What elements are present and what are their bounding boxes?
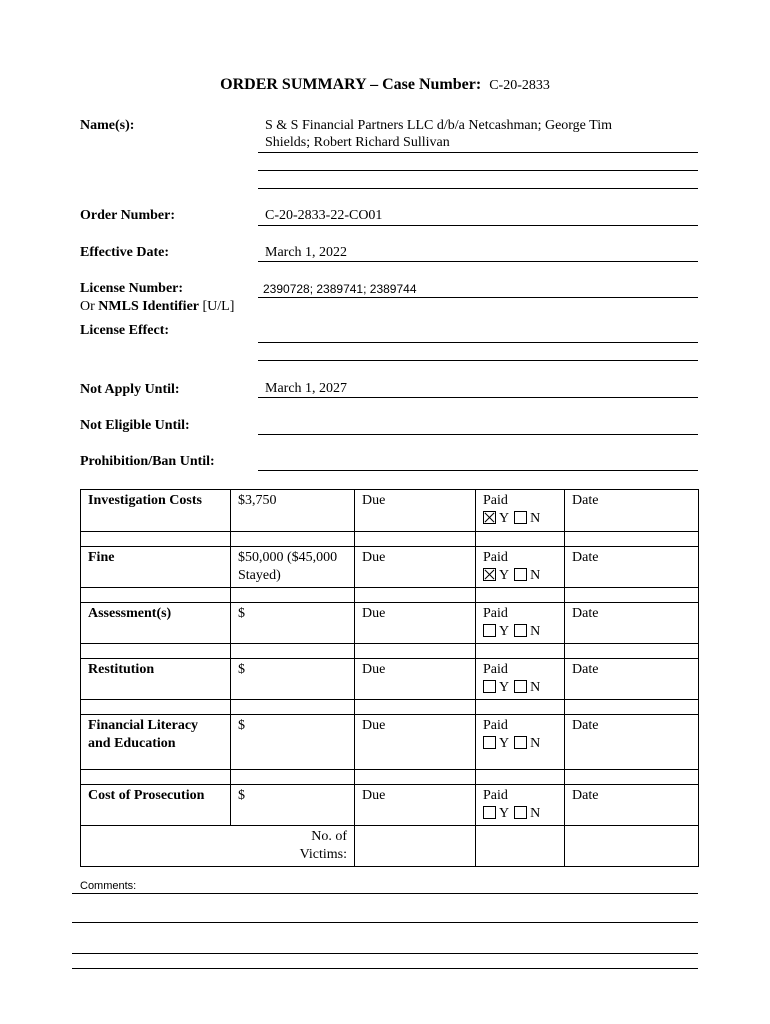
paid-label: Paid — [483, 718, 508, 733]
paid-no-label: N — [530, 736, 541, 751]
paid-yes-label: Y — [499, 511, 509, 526]
spacer-cell — [231, 700, 355, 715]
spacer-cell — [565, 588, 699, 603]
paid-no-label: N — [530, 624, 541, 639]
license-effect-line-1[interactable] — [258, 342, 698, 343]
fee-name: Financial Literacy and Education — [81, 715, 231, 770]
not-eligible-until-line[interactable] — [258, 434, 698, 435]
table-row — [81, 490, 699, 532]
fee-name: Investigation Costs — [81, 490, 231, 532]
spacer-cell — [565, 532, 699, 547]
fee-amount[interactable]: $50,000 ($45,000 Stayed) — [231, 547, 355, 588]
fee-amount[interactable]: $ — [231, 659, 355, 700]
paid-yes-checkbox[interactable] — [483, 511, 496, 524]
fee-paid — [476, 603, 565, 644]
paid-options — [483, 567, 557, 585]
fee-date: Date — [565, 715, 699, 770]
fee-amount[interactable]: $3,750 — [231, 490, 355, 532]
paid-no-checkbox[interactable] — [514, 806, 527, 819]
paid-no-label: N — [530, 680, 541, 695]
license-effect-line-2[interactable] — [258, 360, 698, 361]
fee-paid — [476, 659, 565, 700]
paid-yes-checkbox[interactable] — [483, 806, 496, 819]
paid-no-checkbox[interactable] — [514, 680, 527, 693]
not-apply-until-value: March 1, 2027 — [265, 381, 348, 396]
spacer-cell — [476, 588, 565, 603]
spacer-cell — [231, 588, 355, 603]
effective-date-value: March 1, 2022 — [265, 245, 348, 260]
title-label: ORDER SUMMARY – Case Number: — [220, 76, 482, 93]
license-number-value: 2390728; 2389741; 2389744 — [263, 282, 417, 296]
paid-yes-checkbox[interactable] — [483, 624, 496, 637]
spacer-cell — [231, 532, 355, 547]
paid-options — [483, 679, 557, 697]
names-line-1[interactable] — [258, 152, 698, 153]
fee-due: Due — [355, 715, 476, 770]
victims-empty-cell — [476, 826, 565, 867]
fee-paid — [476, 490, 565, 532]
paid-yes-label: Y — [499, 568, 509, 583]
names-label: Name(s): — [80, 118, 135, 133]
paid-no-checkbox[interactable] — [514, 511, 527, 524]
fee-amount[interactable]: $ — [231, 785, 355, 826]
prohibition-until-label: Prohibition/Ban Until: — [80, 454, 215, 469]
license-number-line[interactable] — [258, 297, 698, 298]
paid-yes-label: Y — [499, 624, 509, 639]
names-line-2[interactable] — [258, 170, 698, 171]
paid-options — [483, 735, 557, 753]
paid-options — [483, 623, 557, 641]
not-apply-until-label: Not Apply Until: — [80, 382, 180, 397]
paid-label: Paid — [483, 662, 508, 677]
fee-due: Due — [355, 547, 476, 588]
spacer-cell — [476, 644, 565, 659]
spacer-cell — [565, 644, 699, 659]
spacer-cell — [355, 700, 476, 715]
spacer-cell — [231, 644, 355, 659]
comments-line-3[interactable] — [72, 953, 698, 954]
fee-date: Date — [565, 603, 699, 644]
paid-options — [483, 805, 557, 823]
paid-yes-label: Y — [499, 806, 509, 821]
case-number: C-20-2833 — [489, 78, 550, 93]
spacer-cell — [355, 532, 476, 547]
fee-paid — [476, 547, 565, 588]
table-row — [81, 603, 699, 644]
paid-yes-checkbox[interactable] — [483, 680, 496, 693]
fee-date: Date — [565, 490, 699, 532]
spacer-cell — [476, 532, 565, 547]
table-row — [81, 715, 699, 770]
names-value-line1: S & S Financial Partners LLC d/b/a Netcashman; George Tim — [265, 118, 612, 133]
paid-no-checkbox[interactable] — [514, 736, 527, 749]
paid-label: Paid — [483, 606, 508, 621]
table-spacer-row — [81, 532, 699, 547]
fee-date: Date — [565, 547, 699, 588]
fee-due: Due — [355, 659, 476, 700]
paid-no-label: N — [530, 511, 541, 526]
order-number-label: Order Number: — [80, 208, 175, 223]
table-spacer-row — [81, 700, 699, 715]
spacer-cell — [231, 770, 355, 785]
victims-empty-cell — [565, 826, 699, 867]
comments-line-1[interactable] — [72, 893, 698, 894]
license-effect-label: License Effect: — [80, 323, 170, 338]
paid-yes-checkbox[interactable] — [483, 736, 496, 749]
spacer-cell — [81, 532, 231, 547]
table-spacer-row — [81, 588, 699, 603]
comments-line-2[interactable] — [72, 922, 698, 923]
paid-options — [483, 510, 557, 528]
fee-name: Cost of Prosecution — [81, 785, 231, 826]
victims-count-cell[interactable] — [355, 826, 476, 867]
effective-date-line[interactable] — [258, 261, 698, 262]
paid-label: Paid — [483, 788, 508, 803]
prohibition-until-line[interactable] — [258, 470, 698, 471]
fee-due: Due — [355, 603, 476, 644]
license-number-label: License Number: — [80, 281, 184, 296]
paid-yes-checkbox[interactable] — [483, 568, 496, 581]
fee-amount[interactable]: $ — [231, 715, 355, 770]
spacer-cell — [355, 770, 476, 785]
paid-yes-label: Y — [499, 680, 509, 695]
table-row — [81, 659, 699, 700]
spacer-cell — [81, 588, 231, 603]
paid-no-checkbox[interactable] — [514, 624, 527, 637]
table-spacer-row — [81, 770, 699, 785]
victims-label: No. of Victims: — [81, 826, 355, 867]
effective-date-label: Effective Date: — [80, 245, 170, 260]
paid-label: Paid — [483, 493, 508, 508]
fee-name: Restitution — [81, 659, 231, 700]
fee-paid — [476, 715, 565, 770]
table-row — [81, 547, 699, 588]
fee-amount[interactable]: $ — [231, 603, 355, 644]
fee-date: Date — [565, 785, 699, 826]
table-row — [81, 785, 699, 826]
spacer-cell — [476, 700, 565, 715]
fee-paid — [476, 785, 565, 826]
spacer-cell — [81, 770, 231, 785]
fee-name: Fine — [81, 547, 231, 588]
order-number-value: C-20-2833-22-CO01 — [265, 208, 383, 223]
spacer-cell — [355, 644, 476, 659]
spacer-cell — [565, 770, 699, 785]
comments-line-4[interactable] — [72, 968, 698, 969]
fee-date: Date — [565, 659, 699, 700]
not-eligible-until-label: Not Eligible Until: — [80, 418, 190, 433]
nmls-label: Or NMLS Identifier [U/L] — [80, 299, 235, 314]
fee-due: Due — [355, 785, 476, 826]
paid-no-checkbox[interactable] — [514, 568, 527, 581]
paid-yes-label: Y — [499, 736, 509, 751]
fee-name: Assessment(s) — [81, 603, 231, 644]
spacer-cell — [81, 644, 231, 659]
spacer-cell — [81, 700, 231, 715]
paid-label: Paid — [483, 550, 508, 565]
names-line-3[interactable] — [258, 188, 698, 189]
spacer-cell — [476, 770, 565, 785]
fees-table — [80, 489, 699, 867]
fee-due: Due — [355, 490, 476, 532]
table-spacer-row — [81, 644, 699, 659]
comments-label: Comments: — [80, 880, 137, 892]
spacer-cell — [355, 588, 476, 603]
order-number-line[interactable] — [258, 225, 698, 226]
victims-row — [81, 826, 699, 867]
paid-no-label: N — [530, 806, 541, 821]
paid-no-label: N — [530, 568, 541, 583]
names-value-line2: Shields; Robert Richard Sullivan — [265, 135, 450, 150]
page-title — [0, 76, 770, 94]
not-apply-until-line[interactable] — [258, 397, 698, 398]
spacer-cell — [565, 700, 699, 715]
